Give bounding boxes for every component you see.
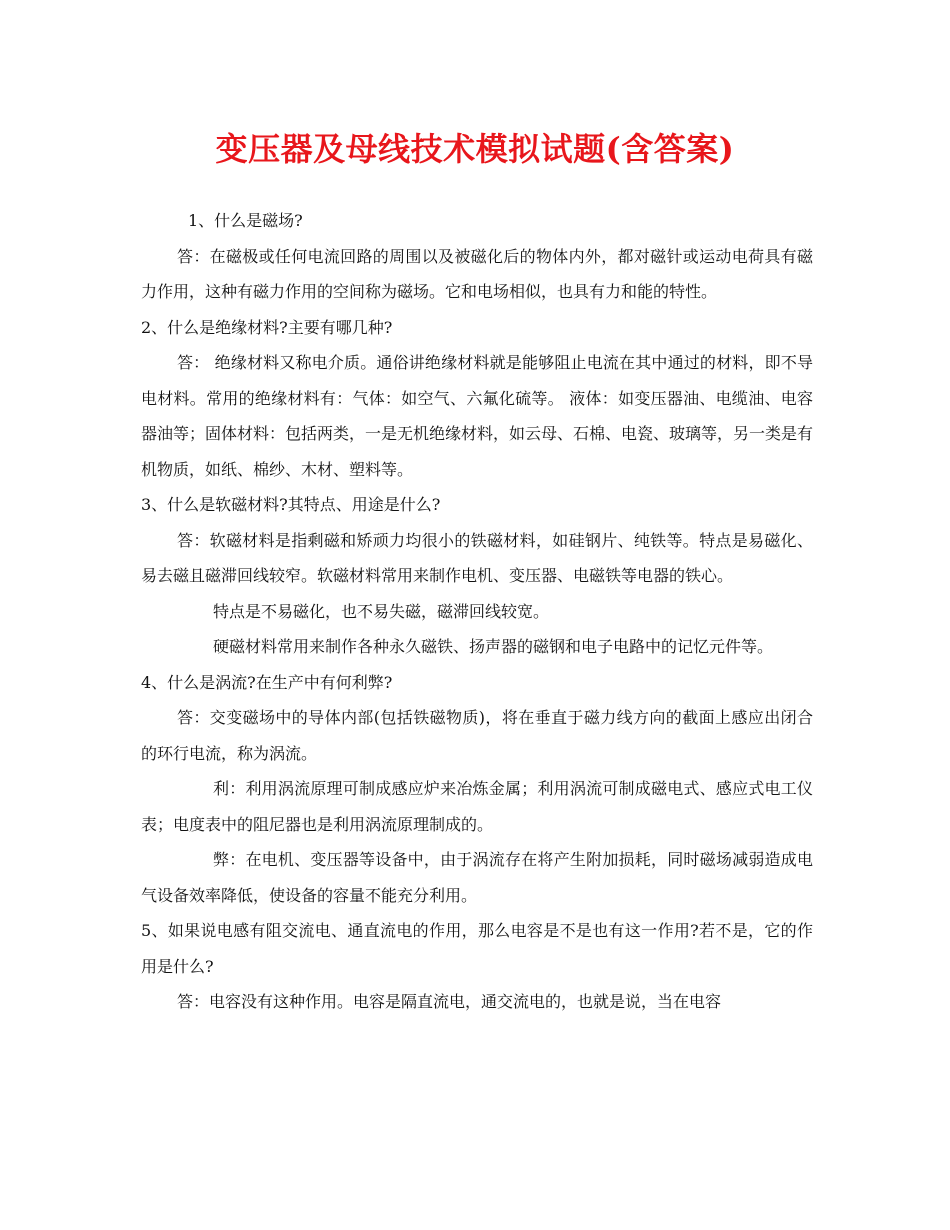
question-2: 2、什么是绝缘材料?主要有哪几种? (141, 317, 393, 337)
answer-5: 答：电容没有这种作用。电容是隔直流电，通交流电的，也就是说，当在电容 (177, 992, 722, 1011)
document-title: 变压器及母线技术模拟试题(含答案) (215, 130, 735, 168)
question-1: 1、什么是磁场? (188, 211, 303, 230)
answer-1: 答：在磁极或任何电流回路的周围以及被磁化后的物体内外，都对磁针或运动电荷具有磁力作用，这种有磁力作用的空间称为磁场。它和电场相似，也具有力和能的特性。 (141, 246, 813, 301)
question-3: 3、什么是软磁材料?其特点、用途是什么? (141, 495, 441, 514)
answer-4-advantages: 利：利用涡流原理可制成感应炉来冶炼金属；利用涡流可制成磁电式、感应式电工仪表；电度表中的阻尼器也是利用涡流原理制成的。 (141, 779, 813, 834)
document-body (141, 203, 813, 1020)
answer-4-disadvantages: 弊：在电机、变压器等设备中，由于涡流存在将产生附加损耗，同时磁场减弱造成电气设备效率降低，使设备的容量不能充分利用。 (141, 850, 813, 905)
answer-3-hard-magnetic-feature: 特点是不易磁化，也不易失磁，磁滞回线较宽。 (213, 601, 550, 621)
answer-3: 答：软磁材料是指剩磁和矫顽力均很小的铁磁材料，如硅钢片、纯铁等。特点是易磁化、易去磁且磁滞回线较窄。软磁材料常用来制作电机、变压器、电磁铁等电器的铁心。 (141, 530, 813, 585)
answer-3-hard-magnetic-use: 硬磁材料常用来制作各种永久磁铁、扬声器的磁钢和电子电路中的记忆元件等。 (213, 637, 774, 656)
question-5: 5、如果说电感有阻交流电、通直流电的作用，那么电容是不是也有这一作用?若不是，它的作用是什么? (141, 921, 813, 976)
answer-4: 答：交变磁场中的导体内部(包括铁磁物质)，将在垂直于磁力线方向的截面上感应出闭合的环行电流，称为涡流。 (141, 708, 813, 763)
answer-2: 答： 绝缘材料又称电介质。通俗讲绝缘材料就是能够阻止电流在其中通过的材料，即不导电材料。常用的绝缘材料有：气体：如空气、六氟化硫等。 液体：如变压器油、电缆油、电容器油等；固体材料：包括两类，一是无机绝缘材料，如云母、石棉、电瓷、玻璃等，另一类是有机物质，如纸、棉纱、木材、塑料等。 (141, 353, 814, 479)
question-4: 4、什么是涡流?在生产中有何利弊? (141, 672, 393, 692)
